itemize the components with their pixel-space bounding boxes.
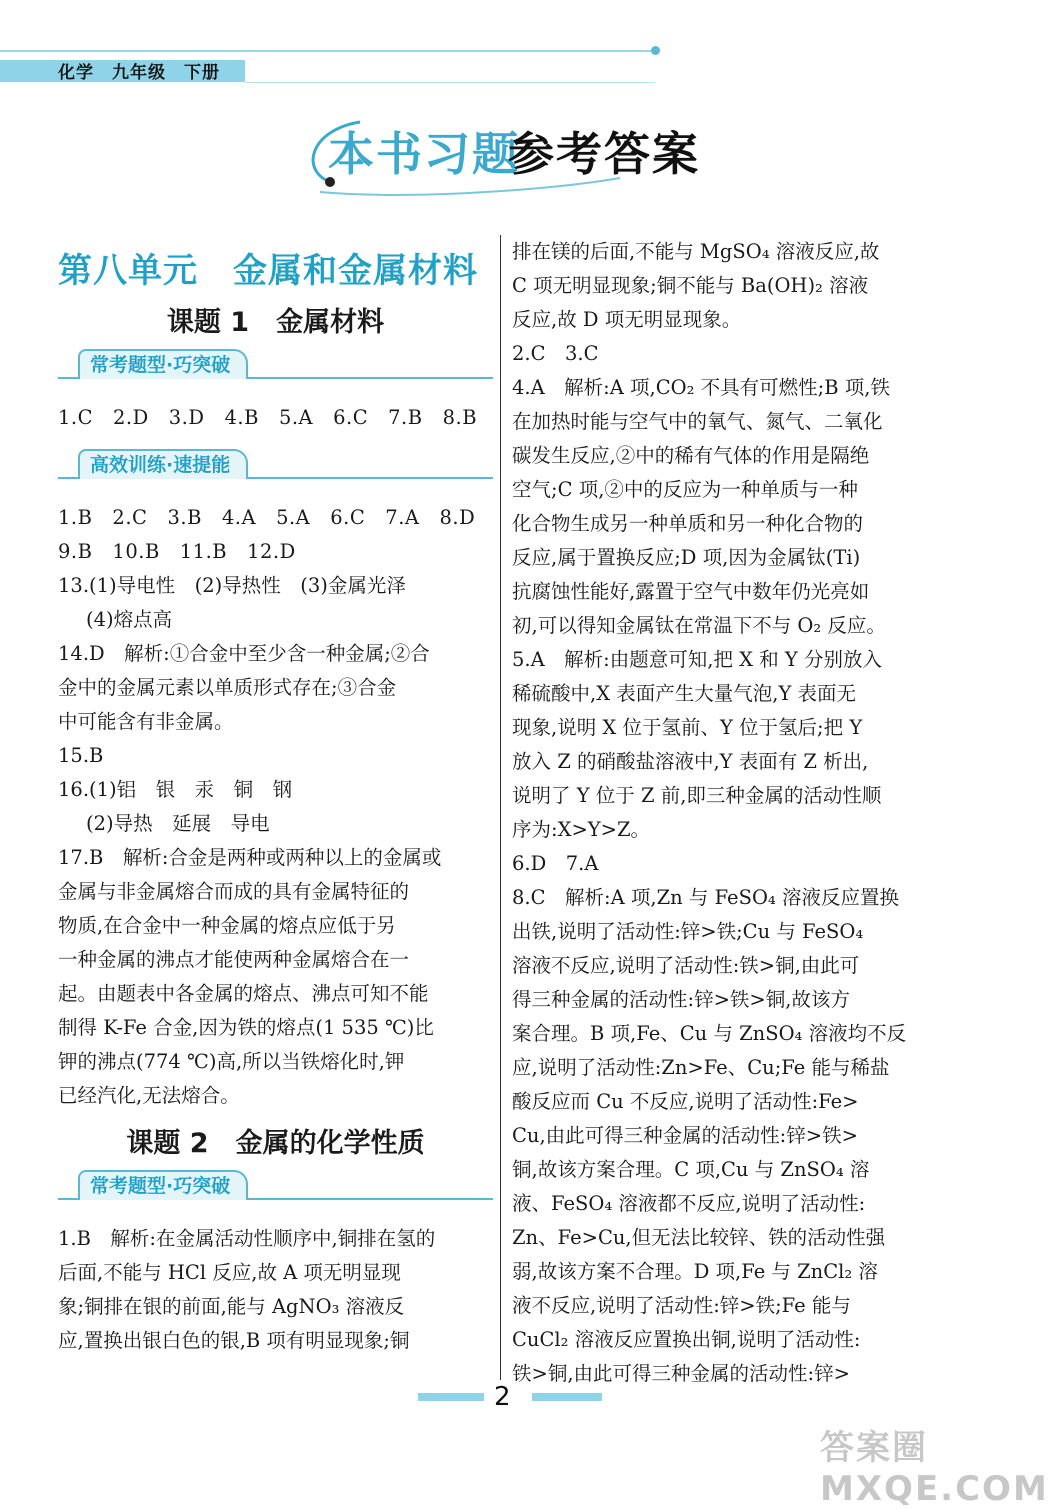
unit-title: 第八单元 金属和金属材料 — [58, 251, 478, 291]
section-banner — [58, 449, 493, 483]
answer-line: 稀硫酸中,X 表面产生大量气泡,Y 表面无 — [512, 682, 857, 705]
answer-line: 铜,故该方案合理。C 项,Cu 与 ZnSO₄ 溶 — [512, 1158, 870, 1181]
answer-line: 象;铜排在银的前面,能与 AgNO₃ 溶液反 — [58, 1295, 405, 1318]
answer-line: (4)熔点高 — [86, 608, 173, 631]
answer-line: 钾的沸点(774 ℃)高,所以当铁熔化时,钾 — [58, 1050, 405, 1073]
answer-line: 放入 Z 的硝酸盐溶液中,Y 表面有 Z 析出, — [512, 750, 869, 773]
lesson-title: 课题 1 金属材料 — [166, 307, 385, 338]
page-number: 2 — [494, 1382, 511, 1412]
answer-line: Cu,由此可得三种金属的活动性:锌>铁> — [512, 1124, 858, 1147]
answer-line: 金属与非金属熔合而成的具有金属特征的 — [58, 880, 410, 903]
answer-line: 17.B 解析:合金是两种或两种以上的金属或 — [58, 846, 442, 869]
answer-line: 起。由题表中各金属的熔点、沸点可知不能 — [58, 982, 429, 1005]
section-banner-label: 高效训练·速提能 — [78, 449, 248, 479]
section-banner-label: 常考题型·巧突破 — [78, 349, 248, 379]
answer-line: 1.B 解析:在金属活动性顺序中,铜排在氢的 — [58, 1227, 436, 1250]
answer-line: 排在镁的后面,不能与 MgSO₄ 溶液反应,故 — [512, 240, 880, 263]
answer-line: 溶液不反应,说明了活动性:铁>铜,由此可 — [512, 954, 860, 977]
watermark: 答案圈 MXQE.COM — [820, 1428, 1049, 1509]
title-part-2: 参考答案 — [508, 127, 700, 181]
answer-line: 弱,故该方案不合理。D 项,Fe 与 ZnCl₂ 溶 — [512, 1260, 878, 1283]
answer-line: 酸反应而 Cu 不反应,说明了活动性:Fe> — [512, 1090, 859, 1113]
header-rule-lower — [245, 82, 655, 83]
answer-line: 液、FeSO₄ 溶液都不反应,说明了活动性: — [512, 1192, 866, 1215]
answer-line: 液不反应,说明了活动性:锌>铁;Fe 能与 — [512, 1294, 851, 1317]
answer-line: 应,置换出银白色的银,B 项有明显现象;铜 — [58, 1329, 410, 1352]
answer-line: 序为:X>Y>Z。 — [512, 818, 651, 841]
page-title — [290, 110, 720, 200]
section-banner-label: 常考题型·巧突破 — [78, 1170, 248, 1200]
answer-line: 金中的金属元素以单质形式存在;③合金 — [58, 676, 397, 699]
answer-line: 反应,属于置换反应;D 项,因为金属钛(Ti) — [512, 546, 861, 569]
answer-line: 应,说明了活动性:Zn>Fe、Cu;Fe 能与稀盐 — [512, 1056, 890, 1079]
answer-line: 初,可以得知金属钛在常温下不与 O₂ 反应。 — [512, 614, 886, 637]
answer-line: 物质,在合金中一种金属的熔点应低于另 — [58, 914, 396, 937]
answer-line: 反应,故 D 项无明显现象。 — [512, 308, 742, 331]
answer-line: 4.A 解析:A 项,CO₂ 不具有可燃性;B 项,铁 — [512, 376, 890, 399]
answer-line: 化合物生成另一种单质和另一种化合物的 — [512, 512, 864, 535]
answer-line: 案合理。B 项,Fe、Cu 与 ZnSO₄ 溶液均不反 — [512, 1022, 907, 1045]
answer-line: 空气;C 项,②中的反应为一种单质与一种 — [512, 478, 858, 501]
answer-line: 碳发生反应,②中的稀有气体的作用是隔绝 — [512, 444, 870, 467]
right-column — [512, 235, 947, 1391]
left-column — [58, 235, 493, 1358]
running-header: 化学 九年级 下册 — [58, 63, 220, 83]
section-banner — [58, 1170, 493, 1204]
answer-line: 2.C 3.C — [512, 342, 599, 365]
answer-line: 一种金属的沸点才能使两种金属熔合在一 — [58, 948, 410, 971]
answer-line: 16.(1)铝 银 汞 铜 钢 — [58, 778, 293, 801]
title-part-1: 本书习题 — [328, 127, 520, 181]
answer-line: 1.B 2.C 3.B 4.A 5.A 6.C 7.A 8.D — [58, 506, 476, 529]
lesson-title: 课题 2 金属的化学性质 — [126, 1128, 425, 1159]
answer-line: 在加热时能与空气中的氧气、氮气、二氧化 — [512, 410, 883, 433]
answer-line: 抗腐蚀性能好,露置于空气中数年仍光亮如 — [512, 580, 870, 603]
answer-line: 6.D 7.A — [512, 852, 599, 875]
answer-line: 得三种金属的活动性:锌>铁>铜,故该方 — [512, 988, 850, 1011]
answer-line: 铁>铜,由此可得三种金属的活动性:锌> — [512, 1362, 850, 1385]
header-rule-dot — [651, 46, 660, 55]
answer-line: 现象,说明 X 位于氢前、Y 位于氢后;把 Y — [512, 716, 863, 739]
header-rule — [0, 50, 655, 52]
answer-line: CuCl₂ 溶液反应置换出铜,说明了活动性: — [512, 1328, 861, 1351]
answer-line: 1.C 2.D 3.D 4.B 5.A 6.C 7.B 8.B — [58, 406, 478, 429]
answer-line: 已经汽化,无法熔合。 — [58, 1084, 240, 1107]
answer-line: (2)导热 延展 导电 — [86, 812, 270, 835]
column-divider — [500, 235, 501, 1380]
answer-line: 中可能含有非金属。 — [58, 710, 234, 733]
answer-line: 15.B — [58, 744, 104, 767]
section-banner — [58, 349, 493, 383]
answer-line: 出铁,说明了活动性:锌>铁;Cu 与 FeSO₄ — [512, 920, 864, 943]
answer-line: Zn、Fe>Cu,但无法比较锌、铁的活动性强 — [512, 1226, 886, 1249]
answer-line: 后面,不能与 HCl 反应,故 A 项无明显现 — [58, 1261, 401, 1284]
answer-line: 13.(1)导电性 (2)导热性 (3)金属光泽 — [58, 574, 406, 597]
answer-line: C 项无明显现象;铜不能与 Ba(OH)₂ 溶液 — [512, 274, 869, 297]
answer-line: 制得 K-Fe 合金,因为铁的熔点(1 535 ℃)比 — [58, 1016, 434, 1039]
answer-line: 说明了 Y 位于 Z 前,即三种金属的活动性顺 — [512, 784, 882, 807]
footer-band-right — [532, 1393, 602, 1401]
answer-line: 8.C 解析:A 项,Zn 与 FeSO₄ 溶液反应置换 — [512, 886, 899, 909]
footer-band-left — [418, 1393, 484, 1401]
answer-line: 9.B 10.B 11.B 12.D — [58, 540, 296, 563]
answer-line: 14.D 解析:①合金中至少含一种金属;②合 — [58, 642, 430, 665]
answer-line: 5.A 解析:由题意可知,把 X 和 Y 分别放入 — [512, 648, 883, 671]
